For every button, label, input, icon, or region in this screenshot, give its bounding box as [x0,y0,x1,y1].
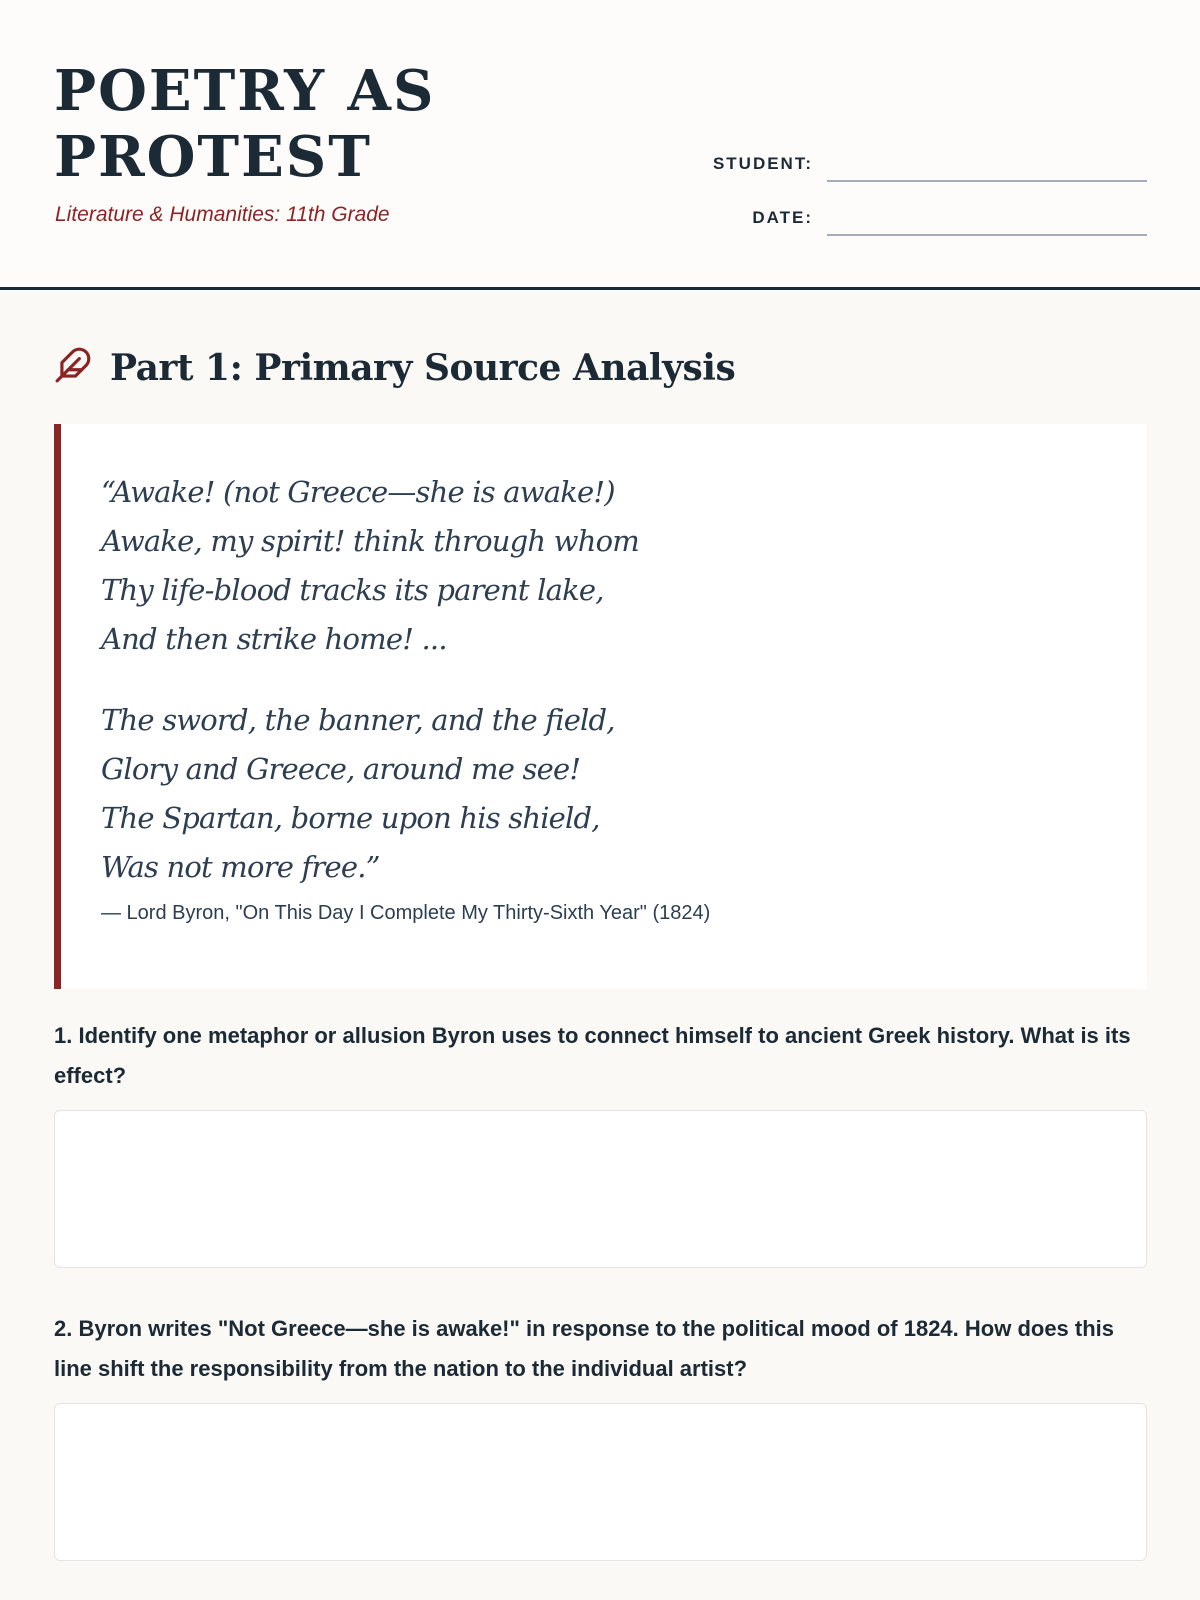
poem-line: “Awake! (not Greece—she is awake!) [101,475,615,509]
student-field [613,152,1147,182]
poem-line: The Spartan, borne upon his shield, [101,801,600,835]
feather-icon [54,346,92,389]
course-subtitle: Literature & Humanities: 11th Grade [55,203,390,226]
worksheet-header [0,0,1200,290]
poem-line: Thy life-blood tracks its parent lake, [101,573,604,607]
student-label: STUDENT: [712,154,813,173]
student-input-line[interactable] [827,152,1147,182]
worksheet-title [54,58,435,190]
question-2: 2. Byron writes "Not Greece—she is awake!" in response to the political mood of 1824. How does this line shift the responsibility from the nation to the individual artist? [54,1316,1115,1381]
section-title: Part 1: Primary Source Analysis [110,346,736,389]
title-line-1: POETRY AS [54,58,436,124]
date-field [613,206,1147,236]
date-label: DATE: [752,208,813,227]
title-line-2: PROTEST [54,124,372,190]
answer-box-2[interactable] [54,1403,1147,1561]
answer-box-1[interactable] [54,1110,1147,1268]
question-1: 1. Identify one metaphor or allusion Byron uses to connect himself to ancient Greek history. What is its effect? [54,1023,1131,1088]
poem-line: And then strike home! ... [101,622,447,656]
date-input-line[interactable] [827,206,1147,236]
poem-excerpt [54,424,1147,989]
poem-line: Awake, my spirit! think through whom [101,524,639,558]
poem-line: Was not more free.” [101,850,380,884]
poem-line: The sword, the banner, and the field, [101,703,615,737]
poem-citation: — Lord Byron, "On This Day I Complete My Thirty-Sixth Year" (1824) [101,902,711,924]
section-heading [54,346,735,389]
poem-line: Glory and Greece, around me see! [101,752,581,786]
